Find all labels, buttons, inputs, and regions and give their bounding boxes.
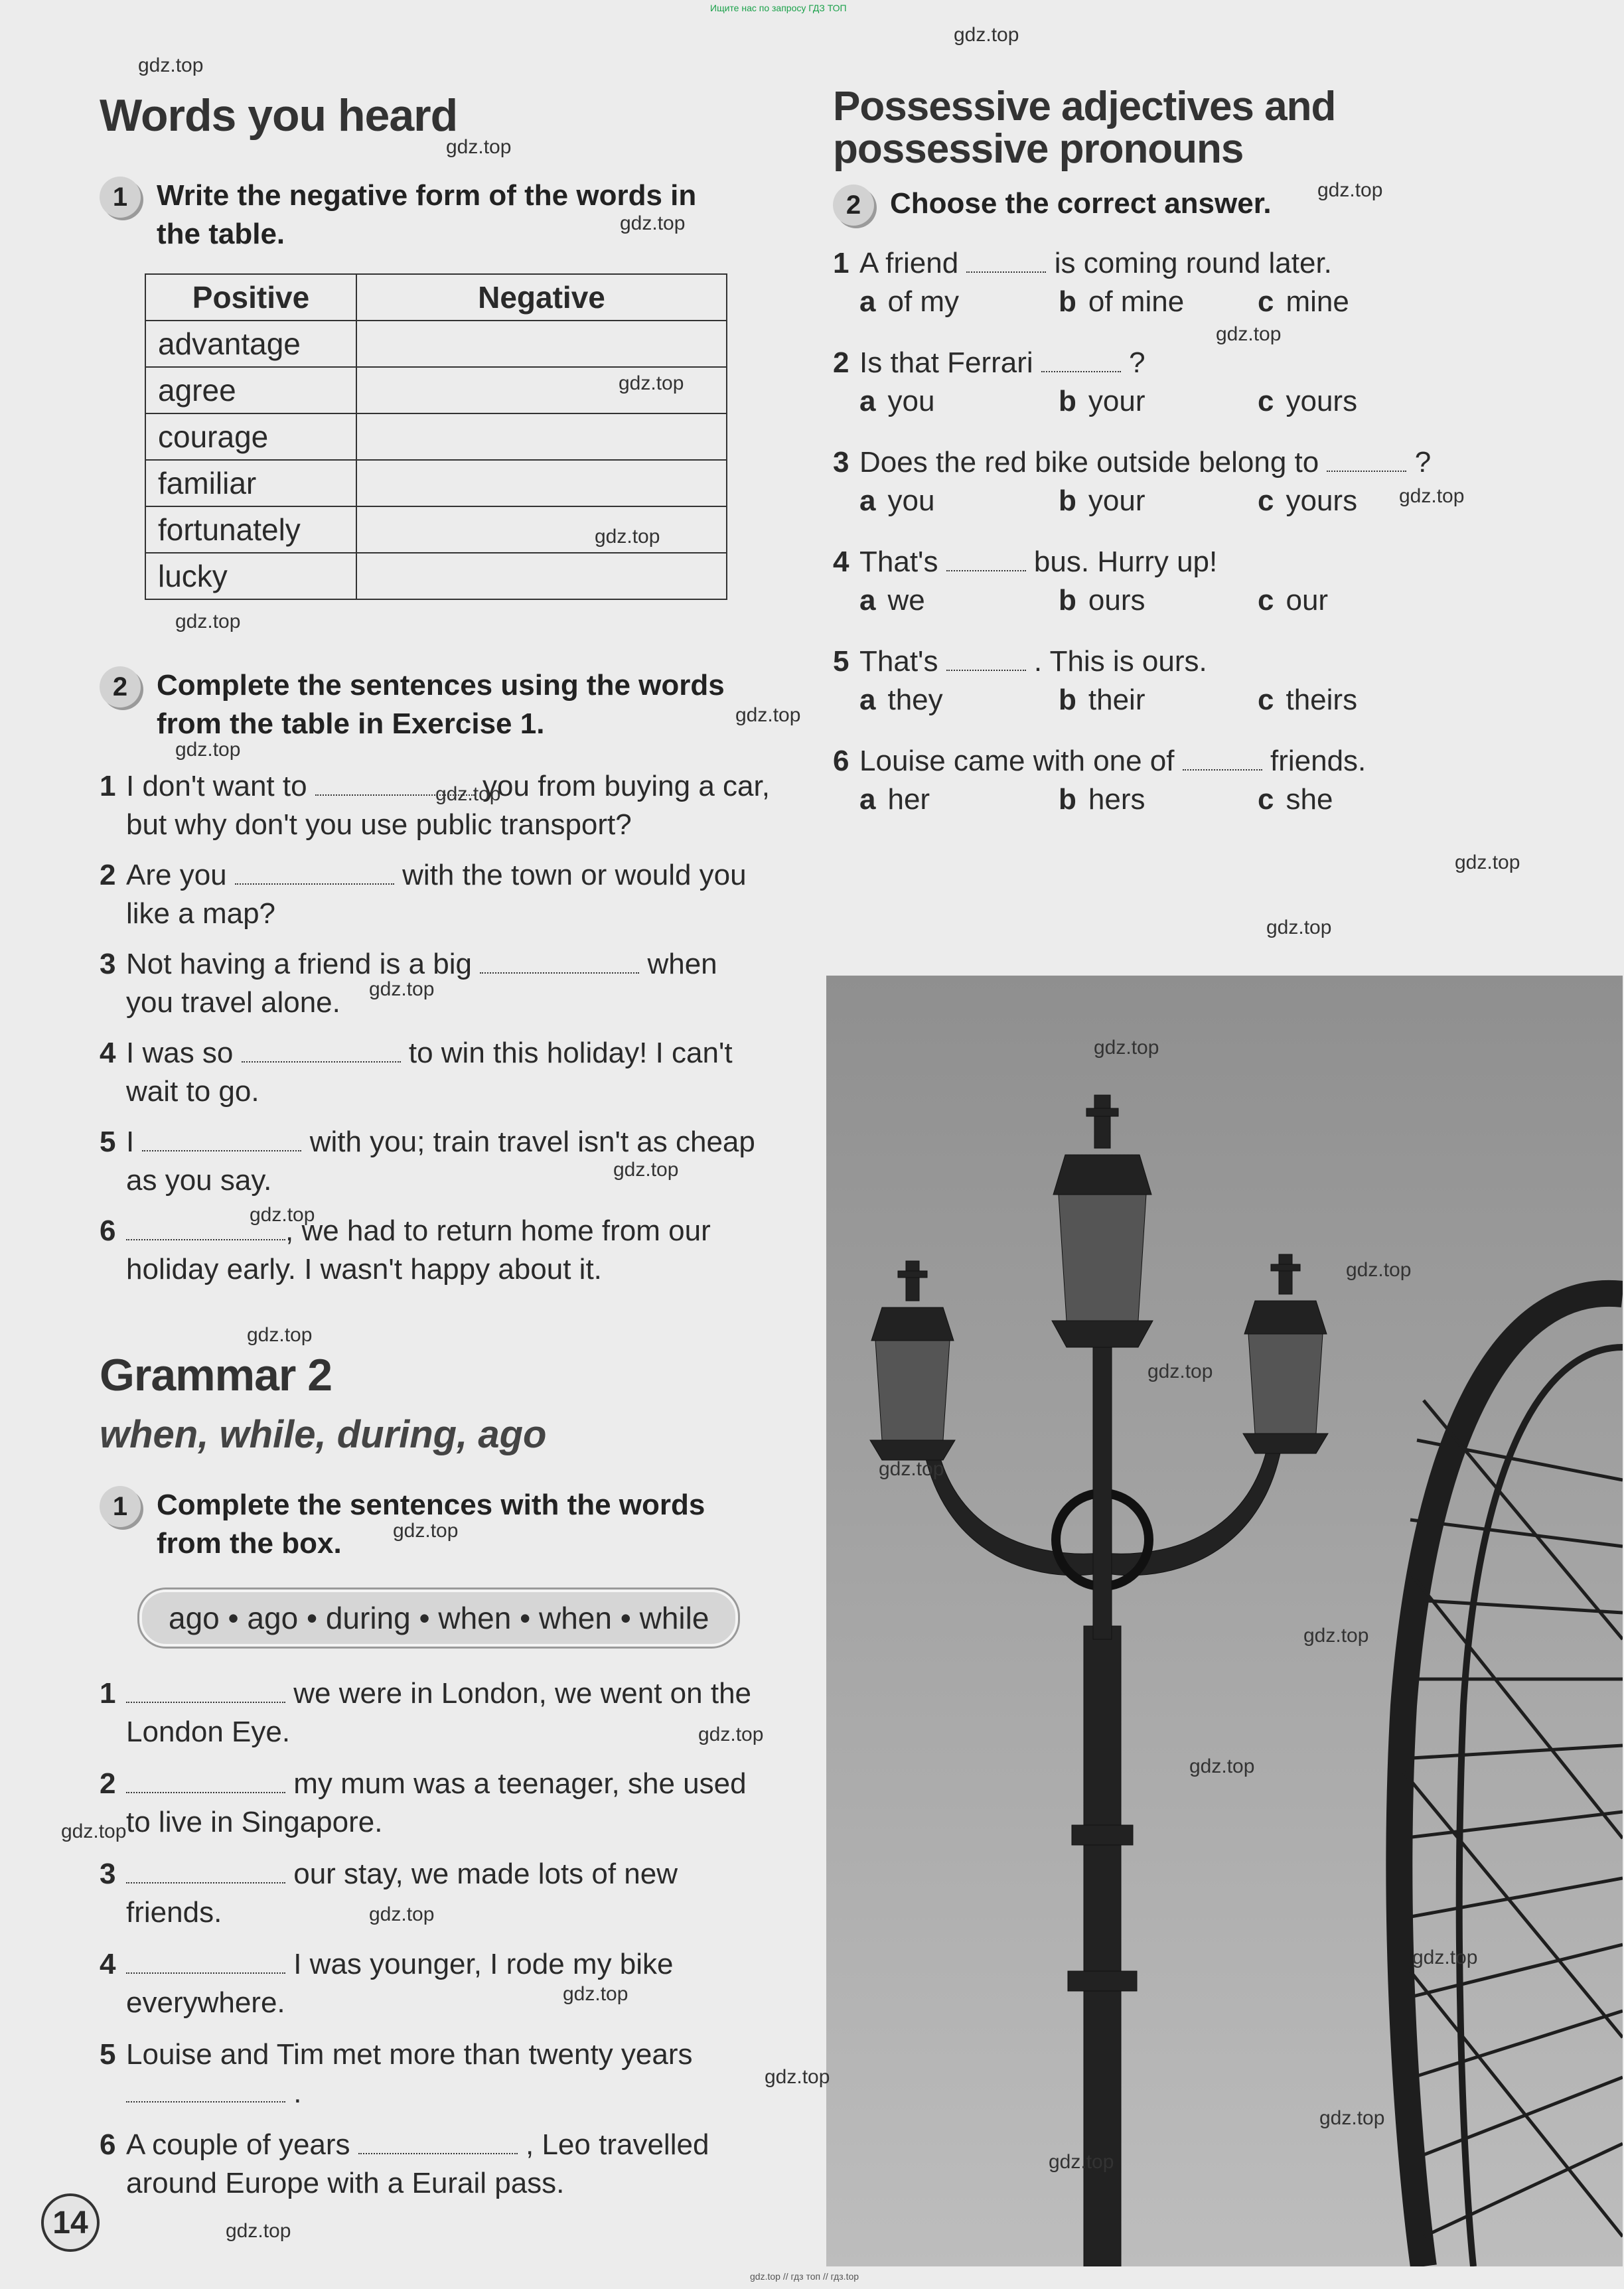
answer-blank[interactable] [1183,747,1262,771]
option-c[interactable]: c yours [1258,484,1358,517]
watermark: gdz.top [1319,2107,1385,2129]
exercise-instruction: Complete the sentences with the words from the box. [157,1489,705,1560]
list-item: 6 A couple of years , Leo travelled around Europe with a Eurail pass. [100,2128,709,2199]
negative-cell[interactable] [356,553,727,599]
list-item: 1 we were in London, we went on the London Eye. [100,1677,752,1748]
option-b[interactable]: b your [1059,385,1145,417]
table-header-positive: Positive [145,274,356,321]
question: 2 Is that Ferrari ? a you b your c yours [833,344,1616,421]
watermark: gdz.top [61,1820,127,1842]
exercise-1 [100,177,803,254]
watermark: gdz.top [446,136,512,158]
answer-blank[interactable] [1041,348,1121,372]
section-title-possessives-2: possessive pronouns [833,126,1244,172]
negative-cell[interactable] [356,506,727,553]
question: 1 A friend is coming round later. a of my b of mine c mine [833,244,1616,321]
exercise-number: 1 [100,177,141,218]
word-box-wrap [100,1589,803,1647]
page-number: 14 [41,2193,100,2252]
option-c[interactable]: c theirs [1258,684,1358,716]
watermark: gdz.top [620,212,686,234]
answer-blank[interactable] [946,647,1026,671]
list-item: 6 , we had to return home from our holiday early. I wasn't happy about it. [100,1215,711,1286]
list-item: 5 Louise and Tim met more than twenty years . [100,2038,693,2109]
list-item: 3 Not having a friend is a big when you travel alone. [100,948,717,1019]
list-item: 3 our stay, we made lots of new friends. [100,1858,678,1929]
answer-blank[interactable] [126,1679,285,1703]
watermark: gdz.top [613,1159,679,1181]
positive-word: advantage [145,321,356,367]
option-c[interactable]: c mine [1258,285,1349,318]
top-note: Ищите нас по запросу ГДЗ ТОП [710,3,847,13]
option-a[interactable]: a we [859,584,925,617]
lamp-and-london-eye-photo [826,976,1623,2266]
watermark: gdz.top [247,1324,313,1346]
answer-blank[interactable] [358,2130,518,2154]
list-item: 5 I with you; train travel isn't as cheap as you say. [100,1126,755,1197]
option-a[interactable]: a you [859,385,935,417]
exercise-instruction: Complete the sentences using the words from the table in Exercise 1. [157,669,725,740]
answer-blank[interactable] [142,1128,301,1151]
question: 5 That's . This is ours. a they b their c theirs [833,642,1616,719]
question: 3 Does the red bike outside belong to ? a you b your c yours [833,443,1616,520]
list-item: 2 Are you with the town or would you like a map? [100,859,747,930]
watermark: gdz.top [563,1983,628,2005]
word-box: ago • ago • during • when • when • while [139,1589,738,1647]
answer-blank[interactable] [966,249,1046,273]
watermark: gdz.top [393,1520,459,1542]
exercise-possessives [833,185,1616,226]
watermark: gdz.top [1412,1947,1478,1968]
table-row [145,321,727,367]
negative-cell[interactable] [356,321,727,367]
watermark: gdz.top [1455,851,1520,873]
watermark: gdz.top [369,978,435,1000]
option-c[interactable]: c our [1258,584,1329,617]
list-item: 4 I was younger, I rode my bike everywhere. [100,1948,674,2019]
positive-word: agree [145,367,356,413]
answer-blank[interactable] [126,1950,285,1974]
option-c[interactable]: c she [1258,783,1333,816]
ex3-items [100,1674,770,2203]
watermark: gdz.top [138,54,204,76]
watermark: gdz.top [1266,917,1332,938]
watermark: gdz.top [435,783,501,805]
exercise-2 [100,666,803,743]
option-a[interactable]: a of my [859,285,960,318]
watermark: gdz.top [765,2066,830,2088]
right-column [833,86,1616,819]
bottom-note: gdz.top // гдз топ // гдз.top [750,2271,859,2282]
answer-blank[interactable] [1327,448,1406,472]
watermark: gdz.top [250,1204,315,1226]
exercise-number: 2 [833,185,874,226]
watermark: gdz.top [619,372,684,394]
grammar-title: Grammar 2 [100,1350,332,1400]
answer-blank[interactable] [126,1860,285,1883]
watermark: gdz.top [175,739,241,761]
left-column [100,80,803,2203]
table-row [145,413,727,460]
watermark: gdz.top [735,704,801,726]
exercise-number: 1 [100,1486,141,1527]
exercise-instruction: Write the negative form of the words in the table. [157,179,697,250]
option-a[interactable]: a you [859,484,935,517]
watermark: gdz.top [226,2220,291,2242]
list-item: 4 I was so to win this holiday! I can't wait to go. [100,1037,733,1108]
option-a[interactable]: a her [859,783,930,816]
grammar-subtitle: when, while, during, ago [100,1413,547,1456]
positive-word: familiar [145,460,356,506]
watermark: gdz.top [954,24,1019,46]
answer-blank[interactable] [126,2079,285,2103]
list-item: 1 I don't want to you from buying a car, but why don't you use public transport? [100,770,770,841]
answer-blank[interactable] [126,1769,285,1793]
option-c[interactable]: c yours [1258,385,1358,417]
option-b[interactable]: b your [1059,484,1145,517]
exercise-instruction: Choose the correct answer. [890,187,1272,220]
option-a[interactable]: a they [859,684,943,716]
section-title-words: Words you heard [100,90,458,141]
negative-cell[interactable] [356,413,727,460]
watermark: gdz.top [1346,1259,1412,1281]
exercise-number: 2 [100,666,141,707]
watermark: gdz.top [1317,179,1383,201]
option-b[interactable]: b ours [1059,584,1145,617]
answer-blank[interactable] [242,1039,401,1063]
question: 4 That's bus. Hurry up! a we b ours c our [833,543,1616,620]
watermark: gdz.top [369,1903,435,1925]
table-row [145,460,727,506]
option-b[interactable]: b hers [1059,783,1145,816]
ex2-items [100,767,770,1289]
watermark: gdz.top [1399,485,1465,507]
table-row [145,553,727,599]
watermark: gdz.top [175,611,241,632]
watermark: gdz.top [698,1724,764,1745]
option-b[interactable]: b their [1059,684,1145,716]
watermark: gdz.top [1049,2151,1114,2173]
watermark: gdz.top [595,526,660,548]
option-b[interactable]: b of mine [1059,285,1185,318]
watermark: gdz.top [1147,1361,1213,1382]
watermark: gdz.top [1189,1755,1255,1777]
watermark: gdz.top [1303,1625,1369,1647]
negative-cell[interactable] [356,460,727,506]
positive-word: courage [145,413,356,460]
answer-blank[interactable] [480,950,639,974]
positive-word: lucky [145,553,356,599]
watermark: gdz.top [1094,1037,1159,1059]
words-table [145,273,727,600]
question: 6 Louise came with one of friends. a her b hers c she [833,742,1616,819]
answer-blank[interactable] [946,548,1026,571]
table-header-negative: Negative [356,274,727,321]
answer-blank[interactable] [235,861,394,885]
watermark: gdz.top [879,1458,944,1480]
positive-word: fortunately [145,506,356,553]
section-title-possessives-1: Possessive adjectives and [833,84,1336,129]
list-item: 2 my mum was a teenager, she used to live in Singapore. [100,1767,747,1838]
watermark: gdz.top [1216,323,1282,345]
